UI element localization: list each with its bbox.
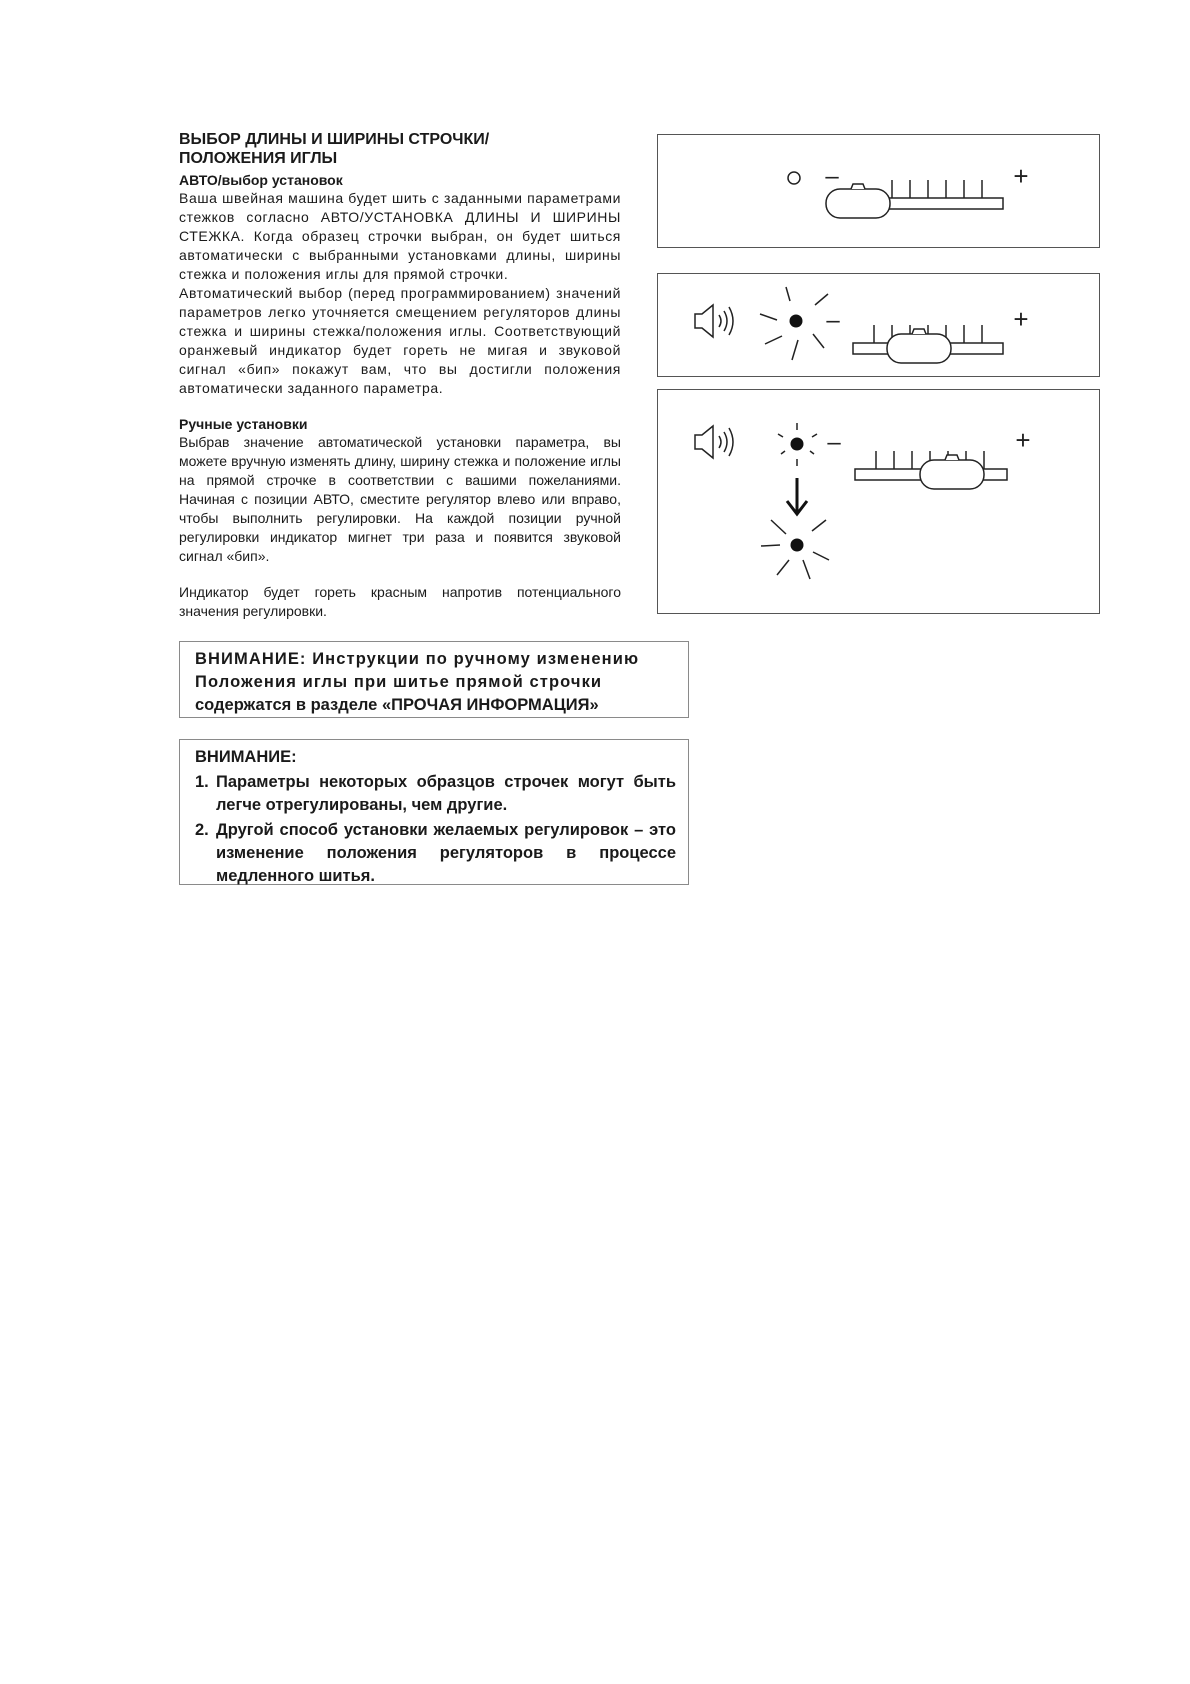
slider-beep-illustration (658, 274, 1101, 378)
notice-2-item (195, 819, 676, 888)
notice-2-title: ВНИМАНИЕ: (195, 748, 297, 766)
minus-sign: – (825, 163, 839, 190)
indicator-blinking-icon (791, 438, 804, 451)
title-line: ПОЛОЖЕНИЯ ИГЛЫ (179, 150, 338, 167)
manual-paragraph-2: Индикатор будет гореть красным напротив потенциального значения регулировки. (179, 584, 621, 619)
plus-sign: + (1013, 161, 1029, 191)
manual-paragraph-1: Выбрав значение автоматической установки параметра, вы можете вручную изменять длину, ширину стежка и положение иглы на прямой строчке в соответствии с вашими пожеланиями. Начиная с позиции АВТО, сместите регулятор влево или вправо, чтобы выполнить регулировки. На каждой позиции ручной регулировки индикатор мигнет три раза и появится звуковой сигнал «бип». (179, 434, 621, 564)
speaker-icon (695, 426, 733, 458)
auto-paragraph-1: Ваша швейная машина будет шить с заданными параметрами стежков согласно АВТО/УСТАНОВКА ДЛИНЫ И ШИРИНЫ СТЕЖКА. Когда образец строчки выбран, он будет шиться автоматически с выбранными установками длины, ширины стежка и положения иглы для прямой строчки. (179, 190, 621, 282)
notice-box-1 (179, 641, 689, 718)
slider-diagram-beep (657, 273, 1100, 377)
arrow-down-icon (787, 478, 807, 514)
speaker-icon (695, 305, 733, 337)
minus-sign: – (827, 429, 841, 456)
text-column (179, 130, 621, 621)
indicator-lit-icon (790, 315, 803, 328)
slider-diagram-blink (657, 389, 1100, 614)
slider-knob (920, 460, 984, 489)
notice-2-list (195, 771, 676, 888)
indicator-lit-icon (791, 539, 804, 552)
slider-blink-illustration (658, 390, 1101, 615)
manual-heading: Ручные установки (179, 416, 308, 432)
auto-heading: АВТО/выбор установок (179, 172, 343, 188)
item-number: 2. (195, 821, 209, 839)
slider-knob-tab (851, 184, 865, 189)
notice-1-line: Положения иглы при шитье прямой строчки (195, 673, 603, 691)
notice-box-2 (179, 739, 689, 885)
slider-ticks (892, 180, 982, 198)
notice-1-line: ВНИМАНИЕ: Инструкции по ручному изменению (195, 650, 640, 668)
slider-knob (887, 334, 951, 363)
item-text: Другой способ установки желаемых регулировок – это изменение положения регуляторов в процессе медленного шитья. (216, 821, 676, 885)
auto-paragraph-2: Автоматический выбор (перед программированием) значений параметров легко уточняется смещением регуляторов длины стежка и ширины стежка/положения иглы. Соответствующий оранжевый индикатор будет гореть не мигая и звуковой сигнал «бип» покажут вам, что вы достигли положения автоматически заданного параметра. (179, 285, 621, 396)
slider-auto-illustration (658, 135, 1101, 249)
section-title (179, 130, 621, 168)
slider-diagram-auto (657, 134, 1100, 248)
title-line: ВЫБОР ДЛИНЫ И ШИРИНЫ СТРОЧКИ/ (179, 131, 490, 148)
plus-sign: + (1013, 304, 1029, 334)
notice-2-item (195, 771, 676, 817)
plus-sign: + (1015, 425, 1031, 455)
slider-knob-tab (945, 455, 959, 460)
notice-1-line: содержатся в разделе «ПРОЧАЯ ИНФОРМАЦИЯ» (195, 696, 599, 714)
indicator-off-icon (788, 172, 800, 184)
minus-sign: – (826, 307, 840, 334)
slider-knob-tab (912, 329, 926, 334)
slider-knob (826, 189, 890, 218)
item-number: 1. (195, 773, 209, 791)
item-text: Параметры некоторых образцов строчек могут быть легче отрегулированы, чем другие. (216, 773, 676, 814)
